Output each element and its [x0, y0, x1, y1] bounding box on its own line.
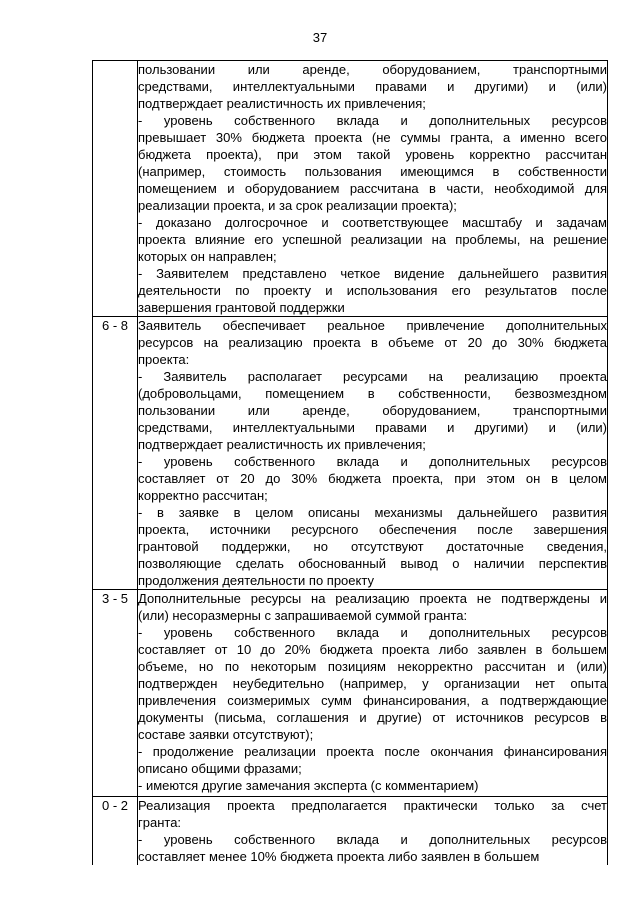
- score-cell: 0 - 2: [93, 797, 138, 866]
- text-line: объеме, но по некоторым позициям некорректно рассчитан и (или): [138, 659, 607, 674]
- text-line: - имеются другие замечания эксперта (с комментарием): [138, 778, 479, 793]
- score-cell: 3 - 5: [93, 590, 138, 797]
- score-cell: 6 - 8: [93, 317, 138, 590]
- text-line: гранта:: [138, 815, 182, 830]
- text-line: Реализация проекта предполагается практически только за счет: [138, 798, 607, 813]
- text-line: помещением и оборудованием рассчитана в части, необходимой для: [138, 181, 607, 196]
- text-line: подтверждает реалистичность их привлечения;: [138, 96, 426, 111]
- text-line: - уровень собственного вклада и дополнительных ресурсов: [138, 113, 607, 128]
- text-line: составляет от 20 до 30% бюджета проекта, при этом он в целом: [138, 471, 607, 486]
- text-line: составляет менее 10% бюджета проекта либо заявлен в большем: [138, 849, 540, 864]
- text-line: документы (письма, соглашения и другие) от источников ресурсов в: [138, 710, 607, 725]
- text-line: бюджета проекта), при этом такой уровень корректно рассчитан: [138, 147, 607, 162]
- table-row: [93, 317, 608, 590]
- text-line: средствами, интеллектуальными правами и другими) и (или): [138, 79, 607, 94]
- text-line: Заявитель обеспечивает реальное привлечение дополнительных: [138, 318, 607, 333]
- text-line: средствами, интеллектуальными правами и другими) и (или): [138, 420, 607, 435]
- text-line: проекта влияние его успешной реализации на проблемы, на решение: [138, 232, 607, 247]
- text-line: грантовой поддержки, но отсутствуют достаточные сведения,: [138, 539, 607, 554]
- text-line: превышает 30% бюджета проекта (не суммы гранта, а именно всего: [138, 130, 607, 145]
- text-line: которых он направлен;: [138, 249, 277, 264]
- text-line: продолжения деятельности по проекту: [138, 573, 374, 588]
- text-line: реализации проекта, и за срок реализации проекта);: [138, 198, 457, 213]
- text-line: составляет от 10 до 20% бюджета проекта либо заявлен в большем: [138, 642, 607, 657]
- text-line: - уровень собственного вклада и дополнительных ресурсов: [138, 454, 607, 469]
- text-line: - в заявке в целом описаны механизмы дальнейшего развития: [138, 505, 607, 520]
- text-line: завершения грантовой поддержки: [138, 300, 345, 315]
- text-line: пользовании или аренде, оборудованием, транспортными: [138, 403, 607, 418]
- text-line: привлечения соизмеримых сумм финансирования, а подтверждающие: [138, 693, 607, 708]
- text-line: описано общими фразами;: [138, 761, 302, 776]
- text-line: - Заявителем представлено четкое видение дальнейшего развития: [138, 266, 607, 281]
- text-line: корректно рассчитан;: [138, 488, 268, 503]
- text-line: проекта:: [138, 352, 190, 367]
- text-line: - уровень собственного вклада и дополнительных ресурсов: [138, 832, 607, 847]
- page-number: 37: [312, 30, 328, 45]
- text-line: - уровень собственного вклада и дополнительных ресурсов: [138, 625, 607, 640]
- table-row: [93, 61, 608, 317]
- description-cell: [138, 590, 608, 797]
- text-line: ресурсов на реализацию проекта в объеме от 20 до 30% бюджета: [138, 335, 607, 350]
- criteria-table: [92, 60, 608, 865]
- text-line: - доказано долгосрочное и соответствующее масштабу и задачам: [138, 215, 607, 230]
- table-row: [93, 797, 608, 866]
- text-line: деятельности по проекту и использования его результатов после: [138, 283, 607, 298]
- text-line: - продолжение реализации проекта после окончания финансирования: [138, 744, 607, 759]
- text-line: подтвержден неубедительно (например, у организации нет опыта: [138, 676, 607, 691]
- text-line: (или) несоразмерны с запрашиваемой суммой гранта:: [138, 608, 468, 623]
- table-row: [93, 590, 608, 797]
- description-cell: [138, 797, 608, 866]
- text-line: Дополнительные ресурсы на реализацию проекта не подтверждены и: [138, 591, 607, 606]
- description-cell: [138, 61, 608, 317]
- text-line: пользовании или аренде, оборудованием, транспортными: [138, 62, 607, 77]
- score-cell: [93, 61, 138, 317]
- text-line: позволяющие сделать обоснованный вывод о наличии перспектив: [138, 556, 607, 571]
- text-line: составе заявки отсутствуют);: [138, 727, 314, 742]
- text-line: (добровольцами, помещением в собственности, безвозмездном: [138, 386, 607, 401]
- text-line: (например, стоимость пользования имеющимся в собственности: [138, 164, 607, 179]
- description-cell: [138, 317, 608, 590]
- text-line: проекта, источники ресурсного обеспечения после завершения: [138, 522, 607, 537]
- text-line: подтверждает реалистичность их привлечения;: [138, 437, 426, 452]
- text-line: - Заявитель располагает ресурсами на реализацию проекта: [138, 369, 607, 384]
